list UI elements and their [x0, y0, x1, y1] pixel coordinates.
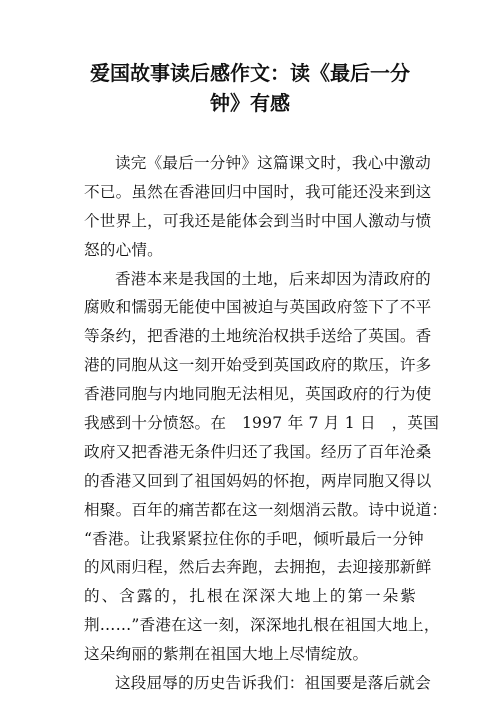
body-line: 荆……”香港在这一刻，深深地扎根在祖国大地上，: [84, 616, 440, 635]
body-line: “香港。让我紧紧拉住你的手吧，倾听最后一分钟: [84, 529, 424, 548]
body-line: 怒的心情。: [84, 240, 163, 259]
body-line: 我感到十分愤怒。在 1997 年 7 月 1 日 ，英国: [84, 414, 440, 433]
article-body: [84, 149, 448, 698]
body-line: 港的同胞从这一刻开始受到英国政府的欺压，许多: [84, 356, 432, 375]
body-line: 个世界上，可我还是能体会到当时中国人激动与愤: [84, 211, 432, 230]
body-line: 的风雨归程，然后去奔跑，去拥抱，去迎接那新鲜: [84, 558, 432, 577]
body-line: 读完《最后一分钟》这篇课文时，我心中激动: [115, 154, 431, 172]
title-line-1: 爱国故事读后感作文：读《最后一分: [90, 61, 410, 85]
body-line: 的香港又回到了祖国妈妈的怀抱，两岸同胞又得以: [84, 471, 432, 490]
title-line-2: 钟》有感: [210, 91, 290, 115]
document-title: [60, 58, 440, 118]
body-line: 相聚。百年的痛苦都在这一刻烟消云散。诗中说道：: [84, 500, 448, 519]
body-line: 香港本来是我国的土地，后来却因为清政府的: [115, 269, 431, 288]
body-line: 腐败和懦弱无能使中国被迫与英国政府签下了不平: [84, 298, 432, 317]
body-line: 不已。虽然在香港回归中国时，我可能还没来到这: [84, 182, 432, 201]
body-line: 香港同胞与内地同胞无法相见，英国政府的行为使: [84, 385, 432, 404]
body-line: 这段屈辱的历史告诉我们：祖国要是落后就会: [115, 674, 431, 693]
body-line: 这朵绚丽的紫荆在祖国大地上尽情绽放。: [84, 645, 369, 664]
body-line: 政府又把香港无条件归还了我国。经历了百年沧桑: [84, 442, 432, 461]
body-line: 等条约，把香港的土地统治权拱手送给了英国。香: [84, 327, 432, 346]
body-line: 的、含露的，扎根在深深大地上的第一朵紫: [84, 587, 416, 606]
